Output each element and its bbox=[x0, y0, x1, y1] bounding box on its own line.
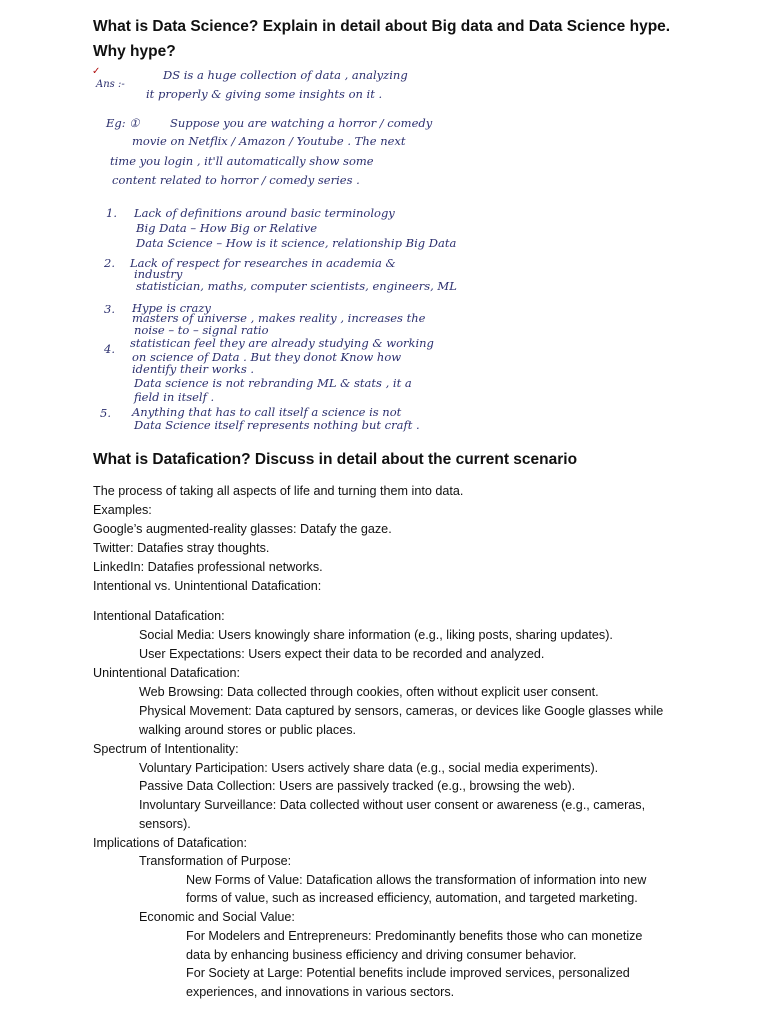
question-1-title-line-1: What is Data Science? Explain in detail about Big data and Data Science hype. bbox=[93, 18, 671, 35]
body-line-6: Intentional vs. Unintentional Datafication: bbox=[93, 579, 322, 593]
point-3-line-3: noise – to – signal ratio bbox=[134, 323, 269, 337]
question-1-title-line-2: Why hype? bbox=[93, 43, 176, 60]
point-4-line-3: identify their works . bbox=[132, 362, 255, 376]
body-line-23: Economic and Social Value: bbox=[139, 910, 295, 924]
body-line-12: Physical Movement: Data captured by sensors, cameras, or devices like Google glasses while bbox=[139, 704, 664, 718]
example-line-4: content related to horror / comedy series . bbox=[112, 173, 360, 187]
point-4-line-2: on science of Data . But they donot Know how bbox=[132, 350, 402, 364]
body-line-7: Intentional Datafication: bbox=[93, 609, 225, 623]
body-line-9: User Expectations: Users expect their data to be recorded and analyzed. bbox=[139, 647, 545, 661]
point-2-line-1: Lack of respect for researches in academia & bbox=[130, 256, 396, 270]
body-line-18: sensors). bbox=[139, 817, 191, 831]
body-line-25: data by enhancing business efficiency and driving consumer behavior. bbox=[186, 948, 577, 962]
body-line-17: Involuntary Surveillance: Data collected without user consent or awareness (e.g., cameras, bbox=[139, 798, 646, 812]
point-1-line-2: Big Data – How Big or Relative bbox=[136, 221, 318, 235]
body-line-3: Google’s augmented-reality glasses: Datafy the gaze. bbox=[93, 522, 392, 536]
body-line-10: Unintentional Datafication: bbox=[93, 666, 241, 680]
body-line-5: LinkedIn: Datafies professional networks. bbox=[93, 560, 323, 574]
example-line-2: movie on Netflix / Amazon / Youtube . The next bbox=[132, 134, 406, 148]
body-line-20: Transformation of Purpose: bbox=[139, 854, 292, 868]
point-5-line-2: Data Science itself represents nothing but craft . bbox=[134, 418, 420, 432]
body-line-27: experiences, and innovations in various sectors. bbox=[186, 985, 455, 999]
question-1-heading bbox=[93, 14, 670, 64]
point-3-number: 3. bbox=[104, 302, 115, 316]
point-2-line-3: statistician, maths, computer scientists, engineers, ML bbox=[136, 279, 457, 293]
body-line-4: Twitter: Datafies stray thoughts. bbox=[93, 541, 270, 555]
body-line-11: Web Browsing: Data collected through cookies, often without explicit user consent. bbox=[139, 685, 599, 699]
body-line-16: Passive Data Collection: Users are passively tracked (e.g., browsing the web). bbox=[139, 779, 576, 793]
example-label: Eg: ① bbox=[106, 116, 140, 130]
point-1-line-1: Lack of definitions around basic terminology bbox=[134, 206, 395, 220]
body-line-13: walking around stores or public places. bbox=[139, 723, 357, 737]
body-line-14: Spectrum of Intentionality: bbox=[93, 742, 239, 756]
point-1-line-3: Data Science – How is it science, relationship Big Data bbox=[136, 236, 457, 250]
answer-label: Ans :- bbox=[96, 79, 125, 90]
point-3-line-2: masters of universe , makes reality , increases the bbox=[132, 311, 426, 325]
answer-line-2: it properly & giving some insights on it . bbox=[146, 87, 383, 101]
question-2-heading: What is Datafication? Discuss in detail about the current scenario bbox=[93, 451, 578, 468]
point-1-number: 1. bbox=[106, 206, 117, 220]
point-3-line-1: Hype is crazy bbox=[132, 301, 211, 315]
example-line-3: time you login , it'll automatically show some bbox=[110, 154, 374, 168]
body-line-26: For Society at Large: Potential benefits include improved services, personalized bbox=[186, 966, 630, 980]
body-line-22: forms of value, such as increased efficiency, automation, and targeted marketing. bbox=[186, 891, 638, 905]
body-line-2: Examples: bbox=[93, 503, 152, 517]
point-4-line-4: Data science is not rebranding ML & stats , it a bbox=[134, 376, 412, 390]
point-4-number: 4. bbox=[104, 342, 115, 356]
body-line-1: The process of taking all aspects of life and turning them into data. bbox=[93, 484, 464, 498]
answer-mark-icon: ✓ bbox=[92, 66, 101, 77]
body-line-24: For Modelers and Entrepreneurs: Predominantly benefits those who can monetize bbox=[186, 929, 643, 943]
point-5-number: 5. bbox=[100, 406, 111, 420]
answer-line-1: DS is a huge collection of data , analyzing bbox=[163, 68, 408, 82]
body-line-8: Social Media: Users knowingly share information (e.g., liking posts, sharing updates). bbox=[139, 628, 613, 642]
point-2-number: 2. bbox=[104, 256, 115, 270]
body-line-19: Implications of Datafication: bbox=[93, 836, 247, 850]
point-4-line-1: statistican feel they are already studying & working bbox=[130, 336, 434, 350]
body-line-21: New Forms of Value: Datafication allows the transformation of information into new bbox=[186, 873, 647, 887]
point-2-line-2: industry bbox=[134, 267, 183, 281]
example-line-1: Suppose you are watching a horror / comedy bbox=[170, 116, 433, 130]
body-line-15: Voluntary Participation: Users actively share data (e.g., social media experiments). bbox=[139, 761, 599, 775]
point-5-line-1: Anything that has to call itself a science is not bbox=[132, 405, 402, 419]
point-4-line-5: field in itself . bbox=[134, 390, 215, 404]
